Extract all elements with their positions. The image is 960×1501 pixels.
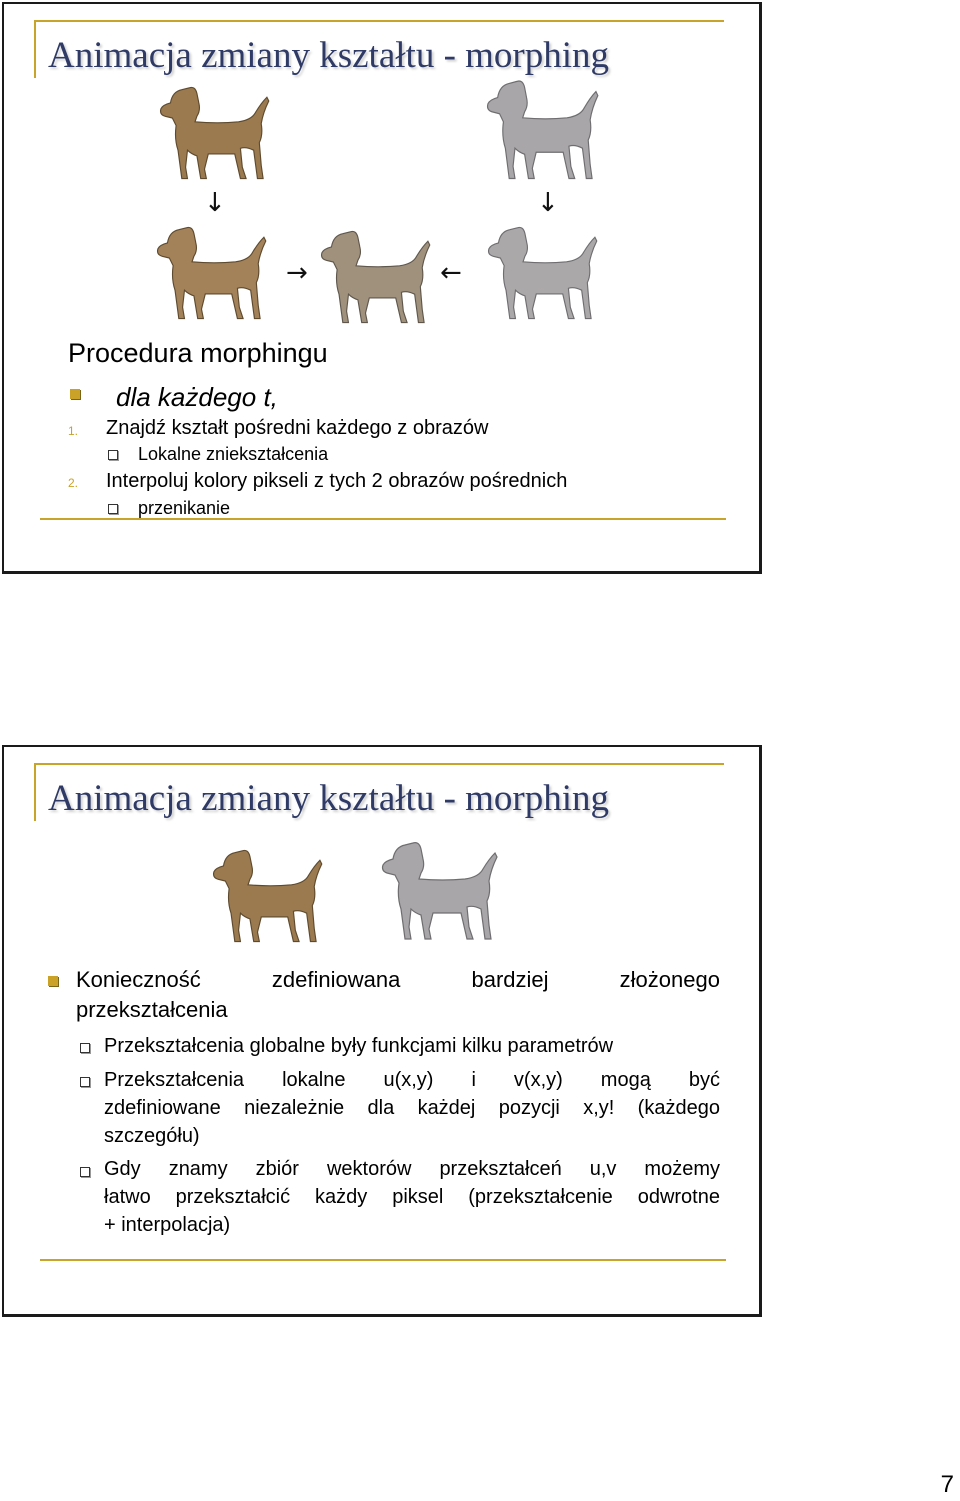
word: piksel (392, 1186, 444, 1208)
word: przekształcić (175, 1186, 291, 1208)
word: (przekształcenie (468, 1186, 613, 1208)
hollow-bullet-icon (108, 504, 118, 514)
section-heading: Procedura morphingu (68, 338, 328, 368)
word: niezależnie (244, 1097, 345, 1119)
slide-1 (2, 2, 762, 574)
word: każdy (315, 1186, 368, 1208)
word: (każdego (637, 1097, 720, 1119)
slide-title: Animacja zmiany kształtu - morphing (48, 778, 610, 819)
square-bullet-icon (48, 976, 58, 986)
word: wektorów (326, 1158, 412, 1180)
step-2-text: Interpoluj kolory pikseli z tych 2 obrazów pośrednich (106, 470, 568, 492)
word: przekształceń (439, 1158, 562, 1180)
sub-bullet-2-line-3: szczegółu) (104, 1125, 200, 1147)
sub-bullet-3-line-2 (104, 1186, 720, 1209)
word: odwrotne (637, 1186, 720, 1208)
sub-bullet-3-line-3: + interpolacja) (104, 1214, 231, 1236)
word: pozycji (498, 1097, 560, 1119)
weimaraner-dog-image (474, 77, 608, 188)
main-bullet-line-1 (76, 967, 720, 993)
word: zdefiniowana (271, 967, 401, 992)
slide-title: Animacja zmiany kształtu - morphing (48, 35, 610, 76)
word: znamy (168, 1158, 228, 1180)
word: lokalne (282, 1069, 346, 1091)
hollow-bullet-icon (80, 1077, 90, 1087)
list-number: 2. (68, 476, 79, 490)
step-1-text: Znajdź kształt pośredni każdego z obrazów (106, 417, 489, 439)
step-1-sub-text: Lokalne zniekształcenia (138, 444, 329, 464)
word: u,v (589, 1158, 617, 1180)
word: u(x,y) (383, 1069, 434, 1091)
step-2-sub-text: przenikanie (138, 498, 231, 518)
arrow-down-icon: ↓ (537, 188, 559, 218)
sub-bullet-2-line-1 (104, 1069, 720, 1092)
slide-2 (2, 745, 762, 1317)
terrier-warped-image (146, 224, 274, 328)
word: dla (367, 1097, 395, 1119)
hollow-bullet-icon (80, 1043, 90, 1053)
word: możemy (644, 1158, 720, 1180)
arrow-down-icon: ↓ (204, 188, 226, 218)
morphed-dog-image (310, 228, 438, 332)
square-bullet-icon (70, 389, 80, 399)
word: bardziej (471, 967, 549, 992)
main-bullet-line-2: przekształcenia (76, 997, 228, 1022)
sub-bullet-1: Przekształcenia globalne były funkcjami kilku parametrów (104, 1035, 614, 1057)
arrow-left-icon: ← (440, 258, 462, 288)
word: zdefiniowane (104, 1097, 221, 1119)
bottom-rule (40, 518, 726, 520)
weimaraner-dog-image (372, 839, 504, 949)
weimaraner-warped-image (476, 224, 606, 328)
page-number: 7 (940, 1471, 954, 1498)
terrier-dog-image (144, 84, 282, 188)
word: złożonego (619, 967, 720, 992)
bottom-rule (40, 1259, 726, 1261)
word: Gdy (104, 1158, 141, 1180)
word: każdej (417, 1097, 476, 1119)
word: Przekształcenia (104, 1069, 245, 1091)
word: łatwo (104, 1186, 151, 1208)
word: mogą (600, 1069, 651, 1091)
list-number: 1. (68, 424, 79, 438)
word: być (688, 1069, 720, 1091)
hollow-bullet-icon (80, 1167, 90, 1177)
arrow-right-icon: → (286, 258, 308, 288)
word: v(x,y) (513, 1069, 563, 1091)
word: Konieczność (76, 967, 201, 992)
word: x,y! (583, 1097, 615, 1119)
sub-bullet-2-line-2 (104, 1097, 720, 1120)
hollow-bullet-icon (108, 450, 118, 460)
bullet-text: dla każdego t, (116, 382, 278, 412)
sub-bullet-3-line-1 (104, 1158, 720, 1181)
terrier-dog-image (198, 847, 334, 951)
word: zbiór (255, 1158, 299, 1180)
word: i (471, 1069, 476, 1091)
